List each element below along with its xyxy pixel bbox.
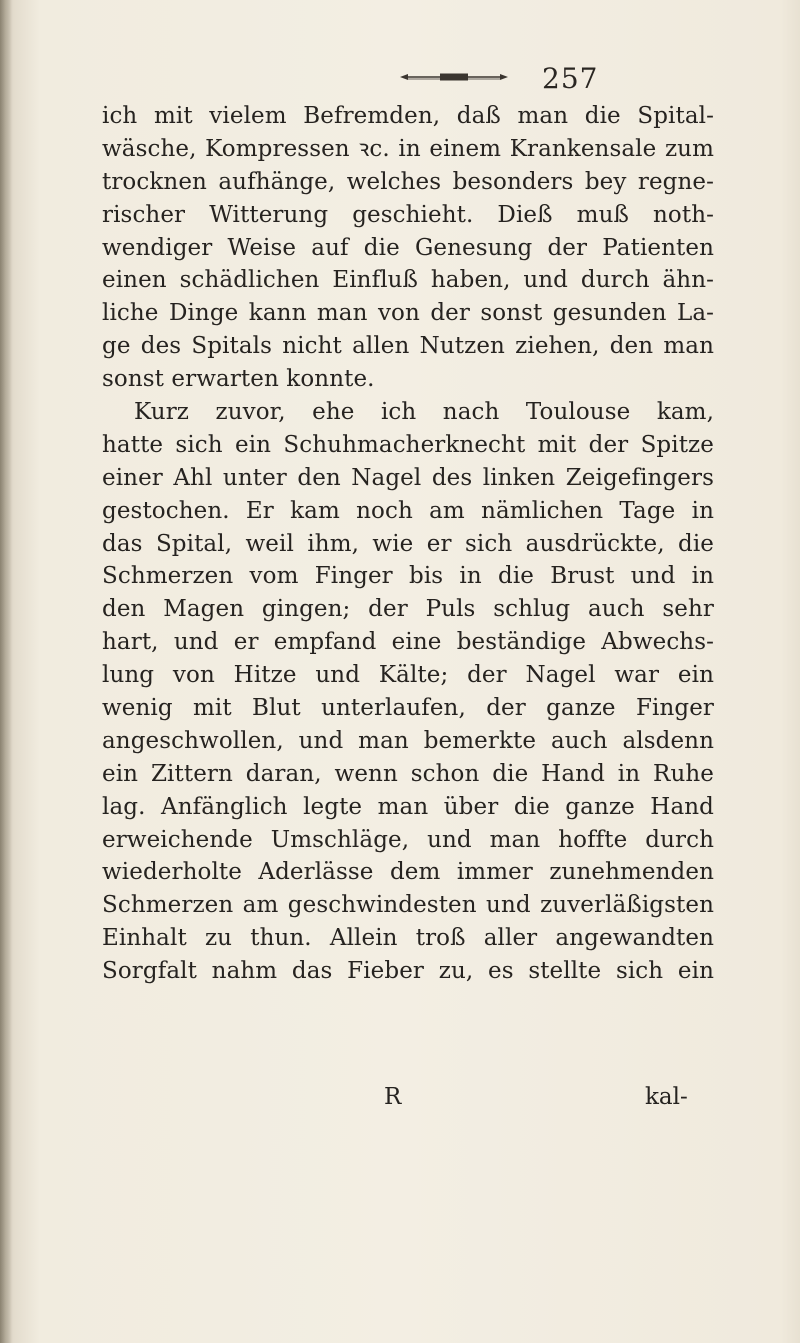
text-line-paragraph-start: Kurz zuvor, ehe ich nach Toulouse kam, [134, 399, 714, 426]
text-line: einer Ahl unter den Nagel des linken Zeigefingers [102, 464, 714, 491]
text-line: lag. Anfänglich legte man über die ganze Hand [102, 793, 714, 820]
page-gutter-shadow [0, 0, 12, 1343]
catchword: kal- [645, 1084, 688, 1110]
text-line: Schmerzen am geschwindesten und zuverläßigsten [102, 892, 714, 919]
signature-mark: R [384, 1084, 402, 1110]
text-line: lung von Hitze und Kälte; der Nagel war ein [102, 662, 714, 689]
text-line: Schmerzen vom Finger bis in die Brust und in [102, 563, 714, 590]
text-line: wiederholte Aderlässe dem immer zunehmenden [102, 859, 714, 886]
text-line: hatte sich ein Schuhmacherknecht mit der Spitze [102, 431, 714, 458]
text-line-paragraph-end: sonst erwarten konnte. [102, 366, 375, 393]
text-line: wenig mit Blut unterlaufen, der ganze Finger [102, 695, 714, 722]
page-header [0, 62, 800, 95]
header-ornament [398, 72, 510, 82]
text-line: Sorgfalt nahm das Fieber zu, es stellte sich ein [102, 958, 714, 985]
body-text [102, 100, 714, 988]
text-line: das Spital, weil ihm, wie er sich ausdrückte, die [102, 530, 714, 557]
text-line: trocknen aufhänge, welches besonders bey regne- [102, 168, 714, 195]
text-line: ich mit vielem Befremden, daß man die Spital- [102, 103, 714, 129]
text-line: erweichende Umschläge, und man hoffte durch [102, 826, 714, 853]
text-line: angeschwollen, und man bemerkte auch alsdenn [102, 727, 714, 754]
text-line: den Magen gingen; der Puls schlug auch sehr [102, 596, 714, 623]
text-line: Einhalt zu thun. Allein troß aller angewandten [102, 925, 714, 952]
text-line: liche Dinge kann man von der sonst gesunden La- [102, 300, 714, 327]
page-footer [0, 1084, 800, 1118]
text-line: hart, und er empfand eine beständige Abwechs- [102, 629, 714, 656]
text-line: einen schädlichen Einfluß haben, und durch ähn- [102, 267, 714, 294]
text-line: ein Zittern daran, wenn schon die Hand in Ruhe [102, 760, 714, 787]
text-line: wäsche, Kompressen ꝛc. in einem Krankensale zum [102, 135, 714, 162]
text-line: gestochen. Er kam noch am nämlichen Tage in [102, 497, 714, 524]
text-line: wendiger Weise auf die Genesung der Patienten [102, 234, 714, 261]
text-line: ge des Spitals nicht allen Nutzen ziehen, den man [102, 333, 714, 360]
page-number: 257 [542, 62, 599, 95]
text-line: rischer Witterung geschieht. Dieß muß noth- [102, 201, 714, 228]
